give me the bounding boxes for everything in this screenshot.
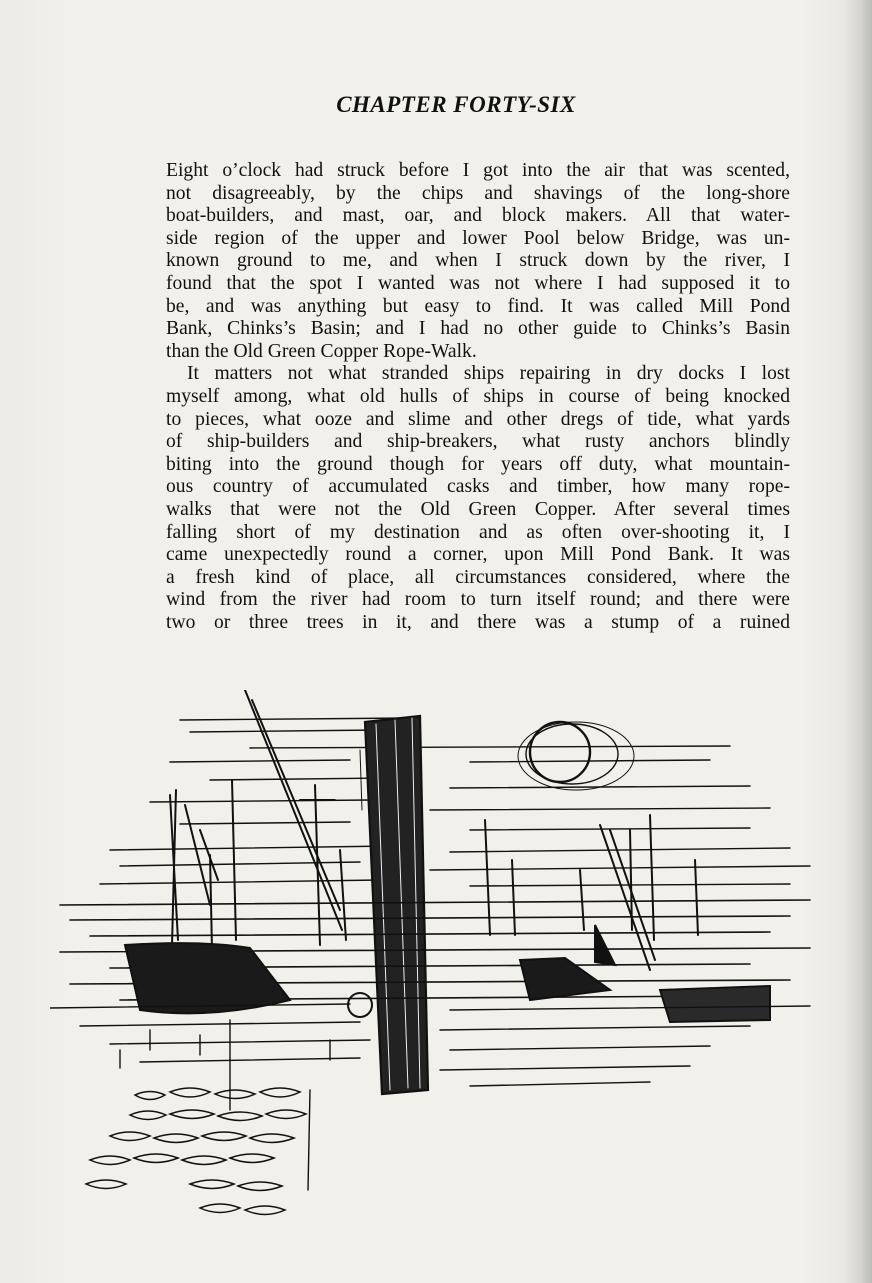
text-line: boat-builders, and mast, oar, and block makers. All that water- bbox=[166, 205, 790, 227]
text-line: biting into the ground though for years off duty, what mountain- bbox=[166, 453, 790, 475]
text-line: Eight o’clock had struck before I got into the air that was scented, bbox=[166, 160, 790, 181]
text-line: myself among, what old hulls of ships in course of being knocked bbox=[166, 385, 790, 407]
chapter-title: CHAPTER FORTY-SIX bbox=[336, 92, 576, 117]
text-line: not disagreeably, by the chips and shavings of the long-shore bbox=[166, 182, 790, 204]
text-line: two or three trees in it, and there was a stump of a ruined bbox=[166, 611, 790, 633]
text-line: than the Old Green Copper Rope-Walk. bbox=[166, 340, 477, 362]
text-line: walks that were not the Old Green Copper. After several times bbox=[166, 498, 790, 520]
text-line: wind from the river had room to turn itself round; and there were bbox=[166, 589, 790, 611]
riverside-ink-drawing-icon bbox=[50, 690, 820, 1270]
page-edge-shadow bbox=[844, 0, 872, 1283]
text-line: found that the spot I wanted was not where I had supposed it to bbox=[166, 272, 790, 294]
text-line: of ship-builders and ship-breakers, what rusty anchors blindly bbox=[166, 431, 790, 453]
text-line: a fresh kind of place, all circumstances considered, where the bbox=[166, 566, 790, 588]
text-line: be, and was anything but easy to find. It was called Mill Pond bbox=[166, 295, 790, 317]
text-line: It matters not what stranded ships repairing in dry docks I lost bbox=[187, 363, 790, 385]
text-line: side region of the upper and lower Pool below Bridge, was un- bbox=[166, 227, 790, 249]
chapter-text bbox=[166, 160, 790, 634]
text-line: Bank, Chinks’s Basin; and I had no other guide to Chinks’s Basin bbox=[166, 318, 790, 340]
text-line: came unexpectedly round a corner, upon Mill Pond Bank. It was bbox=[166, 544, 790, 566]
text-line: known ground to me, and when I struck down by the river, I bbox=[166, 250, 790, 272]
text-line: ous country of accumulated casks and timber, how many rope- bbox=[166, 476, 790, 498]
text-line: to pieces, what ooze and slime and other dregs of tide, what yards bbox=[166, 408, 790, 430]
text-line: falling short of my destination and as often over-shooting it, I bbox=[166, 521, 790, 543]
